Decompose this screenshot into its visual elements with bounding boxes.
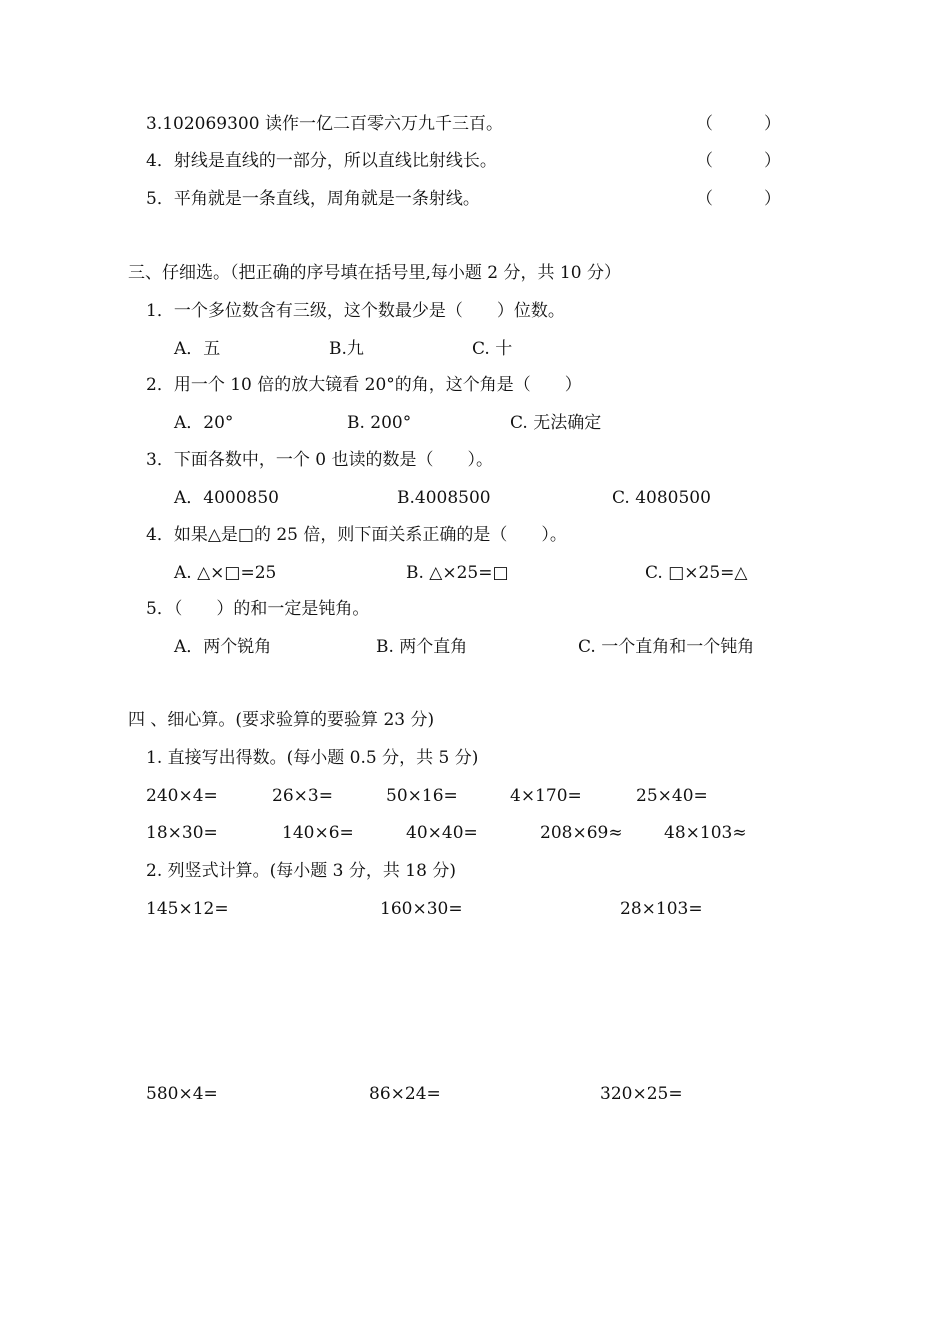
oral-calc-title: 1. 直接写出得数。(每小题 0.5 分，共 5 分) [146, 748, 479, 768]
mc-q3-option-b[interactable]: B.4008500 [397, 488, 491, 508]
mc-question-5: 5．（ ）的和一定是钝角。 [146, 599, 370, 619]
mc-q1-option-b[interactable]: B.九 [329, 339, 364, 359]
tf-item-4: 4．射线是直线的一部分，所以直线比射线长。 [146, 151, 497, 171]
oral-calc-item: 18×30= [146, 823, 218, 843]
mc-q4-option-b[interactable]: B. △×25=□ [406, 563, 509, 583]
mc-question-2: 2．用一个 10 倍的放大镜看 20°的角，这个角是（ ） [146, 375, 582, 395]
vertical-calc-item: 580×4= [146, 1084, 218, 1104]
oral-calc-item: 4×170= [510, 786, 582, 806]
section-4-heading: 四 、细心算。(要求验算的要验算 23 分) [128, 710, 435, 730]
vertical-calc-item: 86×24= [369, 1084, 441, 1104]
tf-answer-blank-4[interactable]: （ ） [696, 151, 781, 171]
mc-q5-option-c[interactable]: C. 一个直角和一个钝角 [578, 637, 755, 657]
mc-q3-option-a[interactable]: A．4000850 [174, 488, 279, 508]
oral-calc-item: 140×6= [282, 823, 354, 843]
oral-calc-item: 50×16= [386, 786, 458, 806]
tf-answer-blank-3[interactable]: （ ） [696, 114, 781, 134]
mc-q5-option-a[interactable]: A．两个锐角 [174, 637, 272, 657]
mc-question-4: 4．如果△是□的 25 倍，则下面关系正确的是（ ）。 [146, 525, 567, 545]
vertical-calc-item: 28×103= [620, 899, 703, 919]
mc-q4-option-c[interactable]: C. □×25=△ [645, 563, 748, 583]
oral-calc-item: 25×40= [636, 786, 708, 806]
vertical-calc-title: 2. 列竖式计算。(每小题 3 分，共 18 分) [146, 861, 456, 881]
oral-calc-item: 48×103≈ [664, 823, 747, 843]
tf-item-3: 3.102069300 读作一亿二百零六万九千三百。 [146, 114, 503, 134]
oral-calc-item: 240×4= [146, 786, 218, 806]
tf-answer-blank-5[interactable]: （ ） [696, 189, 781, 209]
vertical-calc-item: 320×25= [600, 1084, 683, 1104]
mc-q2-option-a[interactable]: A．20° [174, 413, 234, 433]
mc-q3-option-c[interactable]: C. 4080500 [612, 488, 711, 508]
mc-q4-option-a[interactable]: A. △×□=25 [174, 563, 277, 583]
mc-q5-option-b[interactable]: B. 两个直角 [376, 637, 468, 657]
section-3-heading: 三、仔细选。（把正确的序号填在括号里,每小题 2 分，共 10 分） [128, 263, 621, 283]
mc-question-1: 1．一个多位数含有三级，这个数最少是（ ）位数。 [146, 301, 565, 321]
mc-q2-option-c[interactable]: C. 无法确定 [510, 413, 602, 433]
oral-calc-item: 26×3= [272, 786, 333, 806]
mc-question-3: 3．下面各数中，一个 0 也读的数是（ ）。 [146, 450, 493, 470]
mc-q1-option-c[interactable]: C. 十 [472, 339, 513, 359]
vertical-calc-item: 145×12= [146, 899, 229, 919]
oral-calc-item: 40×40= [406, 823, 478, 843]
vertical-calc-item: 160×30= [380, 899, 463, 919]
oral-calc-item: 208×69≈ [540, 823, 623, 843]
mc-q1-option-a[interactable]: A．五 [174, 339, 221, 359]
tf-item-5: 5．平角就是一条直线，周角就是一条射线。 [146, 189, 480, 209]
mc-q2-option-b[interactable]: B. 200° [347, 413, 412, 433]
